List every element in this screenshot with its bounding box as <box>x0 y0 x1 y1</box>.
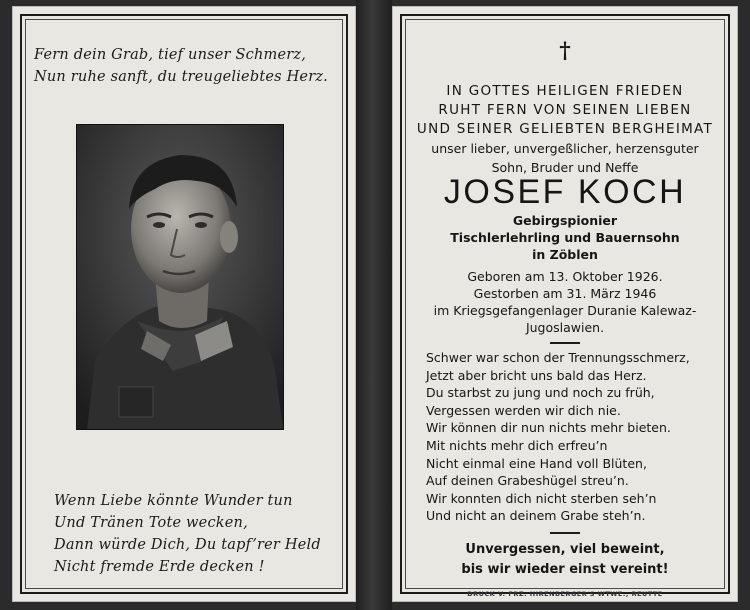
poem-line: Jetzt aber bricht uns bald das Herz. <box>426 367 647 383</box>
date-line: im Kriegsgefangenlager Duranie Kalewaz- <box>433 303 697 318</box>
top-verse-line: Fern dein Grab, tief unser Schmerz, <box>34 47 307 63</box>
memorial-poem <box>426 349 716 525</box>
divider-rule <box>550 342 580 344</box>
intro-caps <box>412 82 718 139</box>
closing-line: bis wir wieder einst vereint! <box>461 562 669 577</box>
bottom-verse-line: Wenn Liebe könnte Wunder tun <box>54 493 293 509</box>
date-line: Geboren am 13. Oktober 1926. <box>467 269 663 284</box>
life-dates <box>412 268 718 336</box>
printer-imprint: DRUCK V. FRZ. IHRENBERGER'S WTWE., REUTTE <box>467 590 663 598</box>
poem-line: Auf deinen Grabeshügel streu’n. <box>426 473 629 489</box>
poem-line: Wir konnten dich nicht sterben seh’n <box>426 490 657 506</box>
poem-line: Nicht einmal eine Hand voll Blüten, <box>426 455 647 471</box>
intro-subtext <box>412 139 718 177</box>
role-line: in Zöblen <box>532 247 598 262</box>
poem-line: Wir können dir nun nichts mehr bieten. <box>426 420 671 436</box>
intro-caps-line: UND SEINER GELIEBTEN BERGHEIMAT <box>416 121 714 137</box>
intro-caps-line: IN GOTTES HEILIGEN FRIEDEN <box>446 83 684 99</box>
poem-line: Mit nichts mehr dich erfreu’n <box>426 437 608 453</box>
role-line: Gebirgspionier <box>512 213 618 228</box>
portrait-image <box>77 125 283 429</box>
card-fold-shadow <box>356 0 392 610</box>
bottom-verse-line: Nicht fremde Erde decken ! <box>54 559 265 575</box>
intro-sub-line: Sohn, Bruder und Neffe <box>491 160 639 175</box>
poem-line: Schwer war schon der Trennungsschmerz, <box>426 350 690 365</box>
role-line: Tischlerlehrling und Bauernsohn <box>450 230 680 245</box>
divider-rule <box>550 532 580 534</box>
cross-icon: † <box>559 38 571 64</box>
right-card-panel <box>392 6 738 602</box>
date-line: Gestorben am 31. März 1946 <box>473 286 657 301</box>
closing-lines <box>412 540 718 580</box>
closing-line: Unvergessen, viel beweint, <box>465 542 665 557</box>
intro-caps-line: RUHT FERN VON SEINEN LIEBEN <box>438 102 692 118</box>
bottom-verse <box>54 490 334 578</box>
intro-sub-line: unser lieber, unvergeßlicher, herzensguter <box>431 141 699 156</box>
portrait-photo <box>76 124 284 430</box>
deceased-name: JOSEF KOCH <box>443 173 687 211</box>
bottom-verse-line: Dann würde Dich, Du tapf’rer Held <box>54 537 321 553</box>
date-line: Jugoslawien. <box>525 320 605 335</box>
left-card-panel <box>12 6 356 602</box>
top-verse <box>34 44 334 88</box>
bottom-verse-line: Und Tränen Tote wecken, <box>54 515 248 531</box>
poem-line: Und nicht an deinem Grabe steh’n. <box>426 508 646 524</box>
role-description <box>412 212 718 263</box>
poem-line: Du starbst zu jung und noch zu früh, <box>426 385 655 401</box>
top-verse-line: Nun ruhe sanft, du treugeliebtes Herz. <box>34 69 328 85</box>
poem-line: Vergessen werden wir dich nie. <box>426 402 621 418</box>
